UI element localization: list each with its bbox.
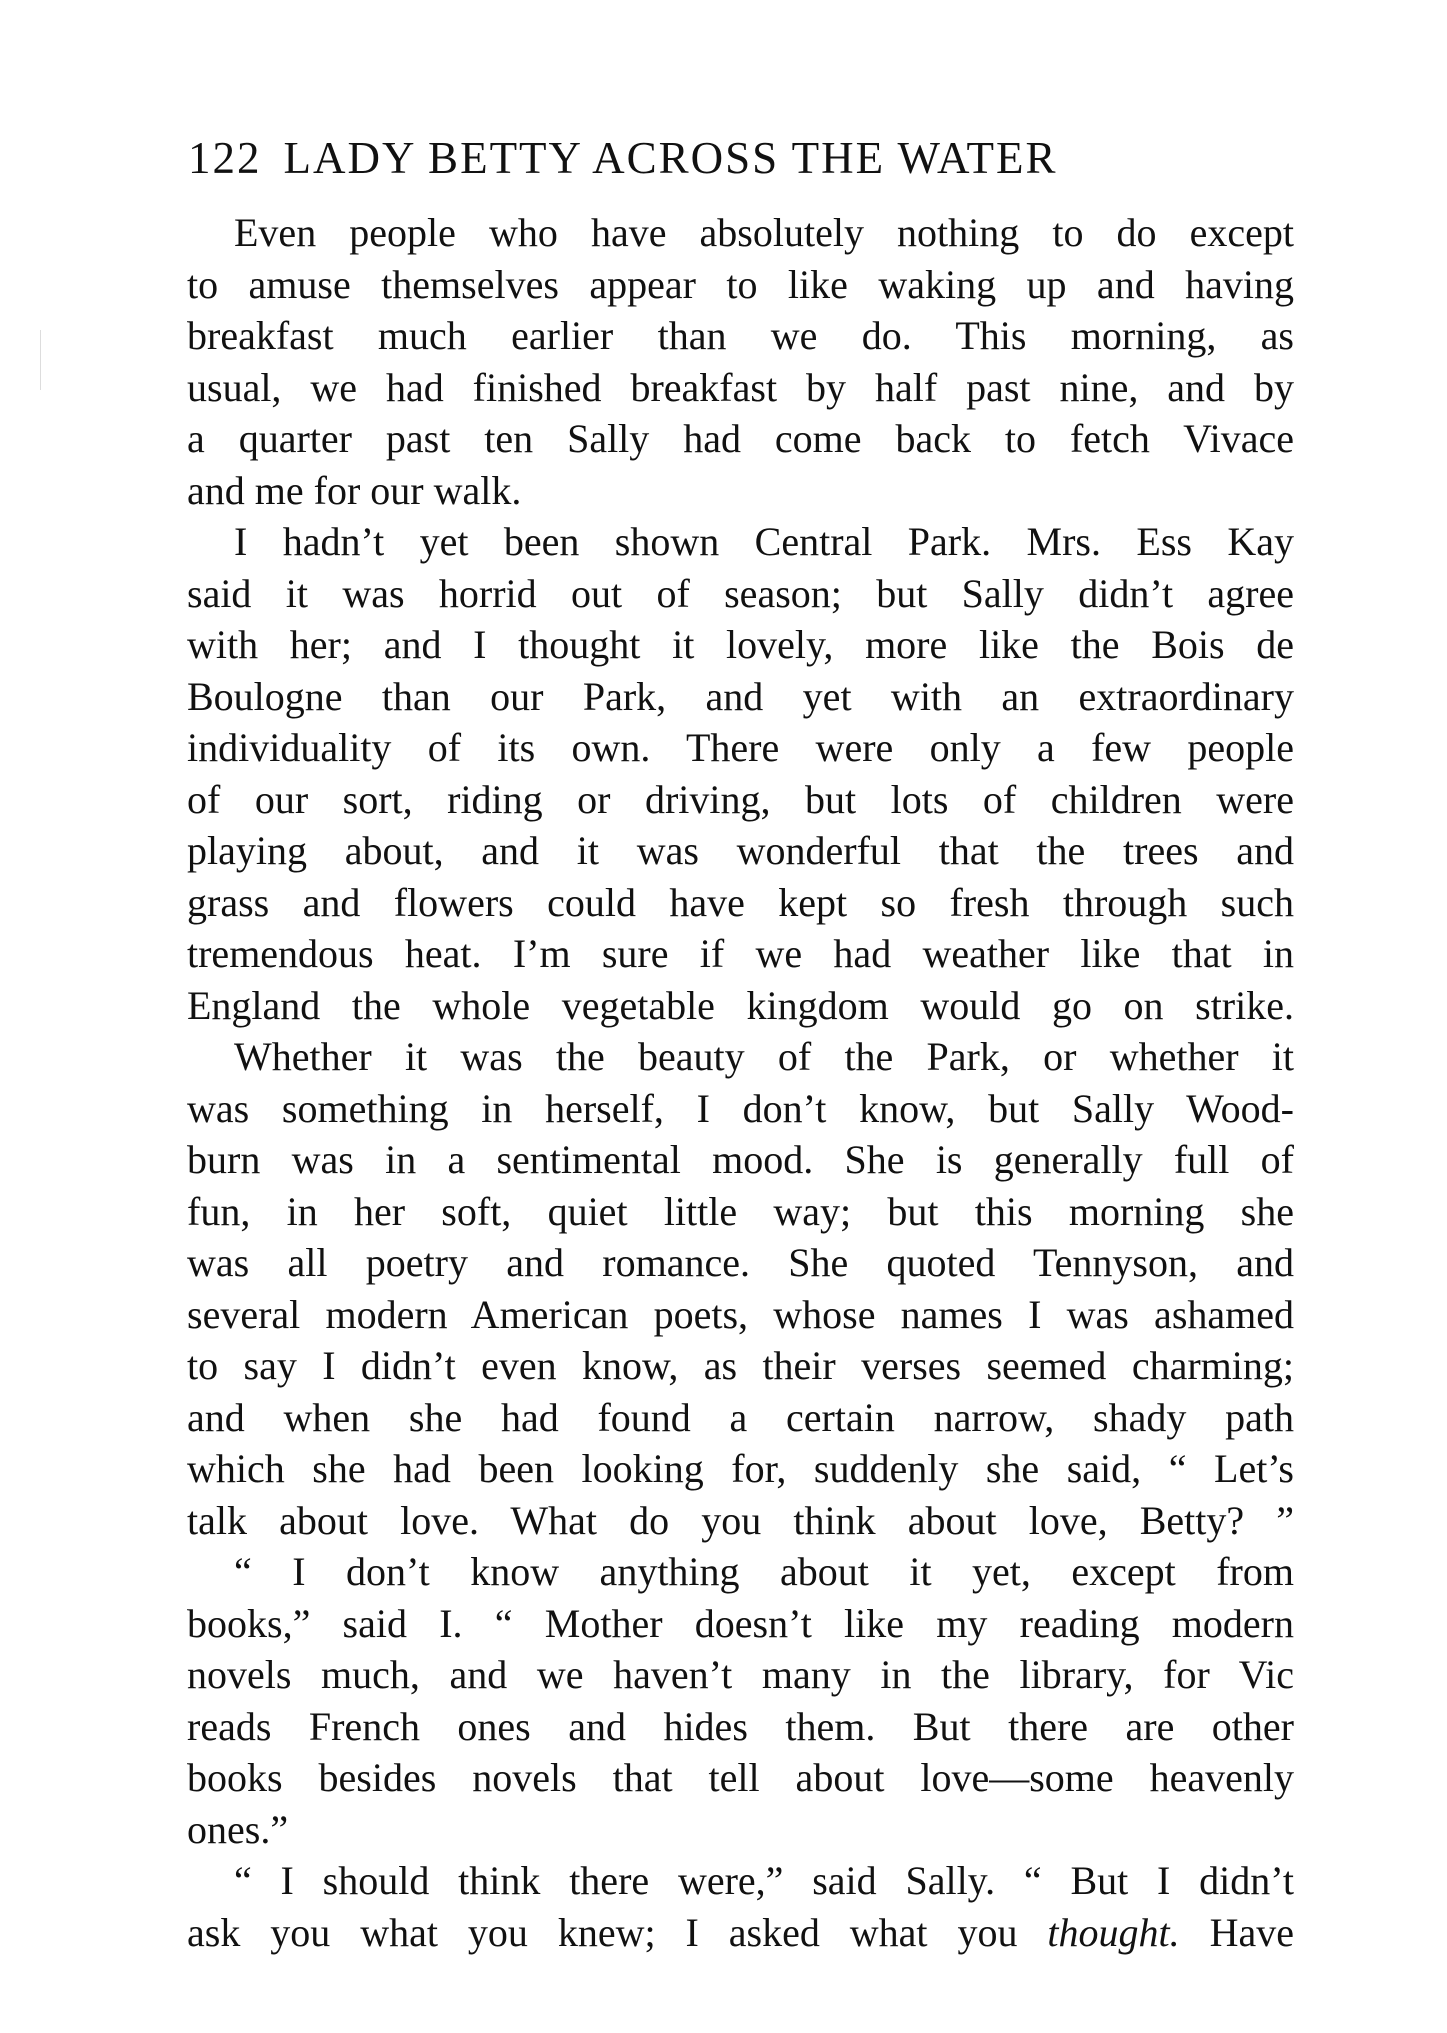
text-line: which she had been looking for, suddenly she said, “ Let’s xyxy=(187,1446,1294,1491)
text-line: “ I should think there were,” said Sally. “ But I didn’t xyxy=(234,1858,1294,1903)
italic-word: thought. xyxy=(1047,1909,1180,1955)
text-line: playing about, and it was wonderful that the trees and xyxy=(187,828,1294,873)
body-text xyxy=(187,207,1294,1958)
text-line: books,” said I. “ Mother doesn’t like my reading modern xyxy=(187,1600,1294,1646)
text-line: reads French ones and hides them. But there are other xyxy=(187,1703,1294,1749)
text-line: individuality of its own. There were only a few people xyxy=(187,725,1294,770)
text-line: with her; and I thought it lovely, more like the Bois de xyxy=(187,622,1294,667)
text-line: of our sort, riding or driving, but lots of children were xyxy=(187,776,1294,822)
text-line: and me for our walk. xyxy=(187,467,522,513)
text-segment: Have xyxy=(1179,1909,1294,1955)
margin-mark xyxy=(40,330,41,390)
text-line: said it was horrid out of season; but Sally didn’t agree xyxy=(187,570,1294,616)
text-line: “ I don’t know anything about it yet, except from xyxy=(234,1549,1294,1594)
text-line: tremendous heat. I’m sure if we had weather like that in xyxy=(187,931,1294,976)
text-line: to amuse themselves appear to like waking up and having xyxy=(187,261,1294,307)
text-line: books besides novels that tell about love—some heavenly xyxy=(187,1755,1294,1800)
text-line: was all poetry and romance. She quoted Tennyson, and xyxy=(187,1240,1294,1285)
text-line: breakfast much earlier than we do. This morning, as xyxy=(187,313,1294,358)
text-line: novels much, and we haven’t many in the library, for Vic xyxy=(187,1652,1294,1697)
text-line: a quarter past ten Sally had come back to fetch Vivace xyxy=(187,416,1294,461)
text-line: I hadn’t yet been shown Central Park. Mrs. Ess Kay xyxy=(234,519,1294,564)
paragraph-4 xyxy=(187,1546,1294,1855)
text-line: grass and flowers could have kept so fresh through such xyxy=(187,879,1294,925)
text-line: England the whole vegetable kingdom would go on strike. xyxy=(187,982,1294,1028)
text-line: ones.” xyxy=(187,1806,289,1852)
text-line: usual, we had finished breakfast by half past nine, and by xyxy=(187,364,1294,410)
text-line: fun, in her soft, quiet little way; but this morning she xyxy=(187,1188,1294,1234)
text-segment: ask you what you knew; I asked what you xyxy=(187,1909,1048,1955)
book-title: LADY BETTY ACROSS THE WATER xyxy=(283,133,1058,183)
paragraph-3 xyxy=(187,1031,1294,1546)
text-line: and when she had found a certain narrow, shady path xyxy=(187,1394,1294,1440)
text-line: talk about love. What do you think about love, Betty? ” xyxy=(187,1497,1294,1543)
text-line: to say I didn’t even know, as their verses seemed charming; xyxy=(187,1343,1294,1388)
text-line: was something in herself, I don’t know, but Sally Wood- xyxy=(187,1085,1294,1131)
text-line: several modern American poets, whose names I was ashamed xyxy=(187,1291,1294,1337)
text-line: Even people who have absolutely nothing to do except xyxy=(234,210,1294,255)
running-head xyxy=(188,128,1288,188)
text-line: Boulogne than our Park, and yet with an extraordinary xyxy=(187,673,1294,719)
text-line: burn was in a sentimental mood. She is generally full of xyxy=(187,1137,1294,1182)
text-line-mixed xyxy=(187,1907,1294,1959)
text-line: Whether it was the beauty of the Park, or whether it xyxy=(234,1034,1294,1079)
paragraph-2 xyxy=(187,516,1294,1031)
page-number: 122 xyxy=(188,133,262,183)
paragraph-5 xyxy=(187,1855,1294,1958)
paragraph-1 xyxy=(187,207,1294,516)
